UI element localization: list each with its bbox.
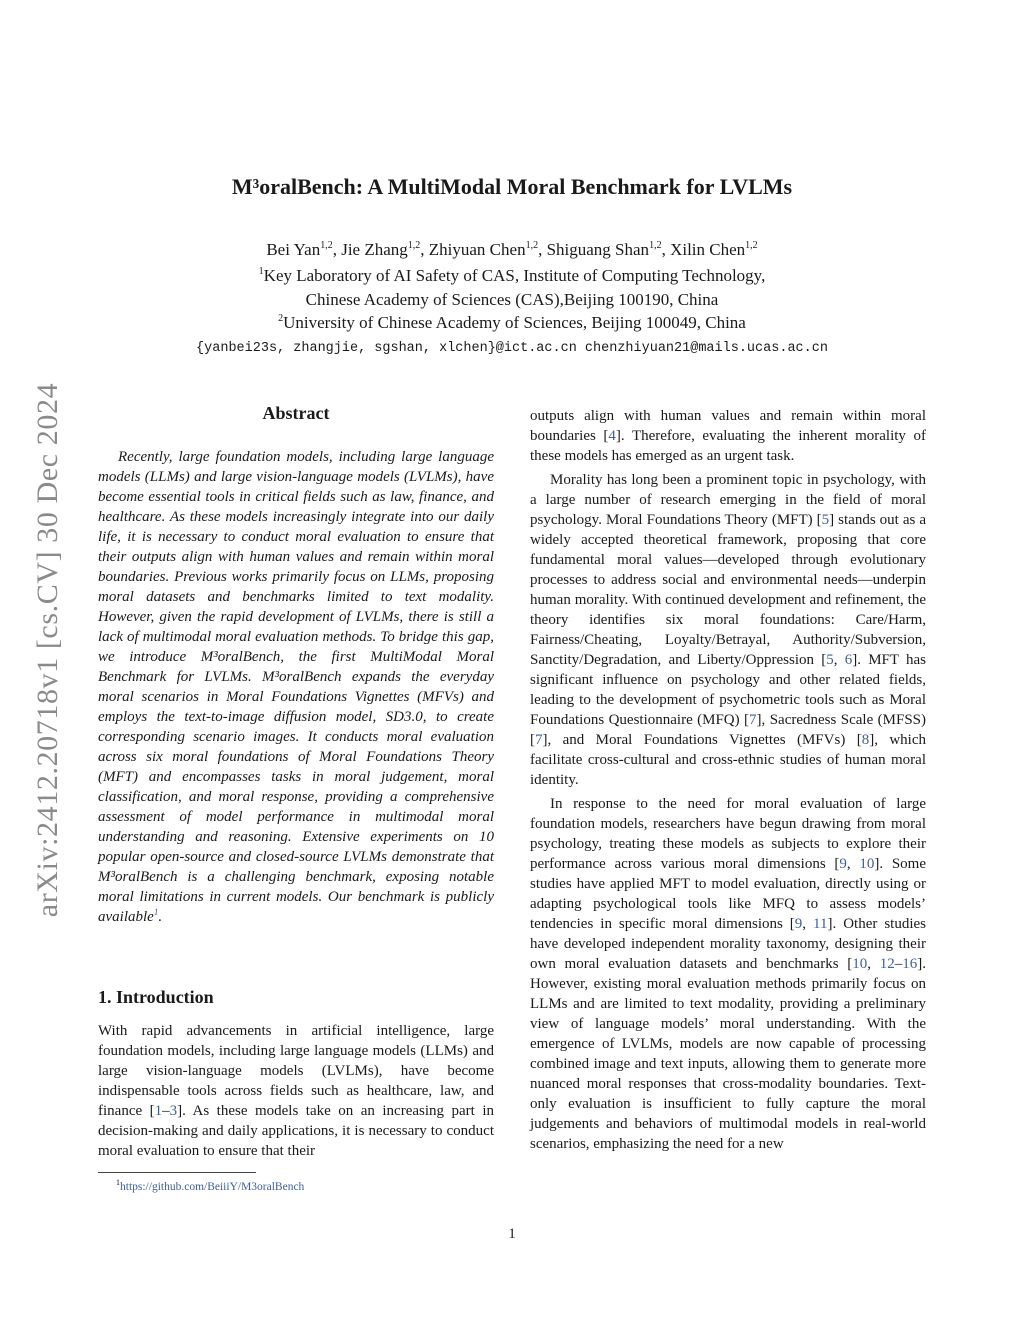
text-run: ], Sacredness Scale (MFSS) [ <box>530 712 926 748</box>
author: Zhiyuan Chen <box>428 240 526 259</box>
citation-link[interactable]: 7 <box>749 712 757 728</box>
citation-link[interactable]: 16 <box>902 956 918 972</box>
footnote-separator <box>98 1172 256 1173</box>
citation-link[interactable]: 12 <box>879 956 895 972</box>
citation-link[interactable]: 5 <box>821 512 830 528</box>
intro-paragraph <box>98 1021 494 1161</box>
author: Jie Zhang <box>341 240 408 259</box>
text-run: ]. Therefore, evaluating the inherent morality of these models has emerged as an urgent task. <box>530 428 927 464</box>
abstract-body <box>98 447 494 927</box>
author-affiliation: 1,2 <box>320 240 333 251</box>
text-run: Morality has long been a prominent topic in psychology, with a large number of research emerging in the field of moral psychology. Moral Foundations Theory (MFT) [ <box>530 472 926 528</box>
right-column <box>530 406 926 1158</box>
text-run: ] stands out as a widely accepted theoretical framework, proposing that core fundamental moral values—developed through evolutionary processes to address social and environmental needs—underpin human morality. With continued development and refinement, the theory identifies six moral foundations: Care/Harm, Fairness/Cheating, Loyalty/Betrayal, Authority/Subversion, Sanctity/Degradation, and Liberty/Oppression [ <box>530 512 927 668</box>
paragraph: Morality has long been a prominent topic in psychology, with a large number of research emerging in the field of moral psychology. Moral Foundations Theory (MFT) [5] stands out as a widely accepted theoretical framework, proposing that core fundamental moral values—developed through evolutionary processes to address social and environmental needs—underpin human morality. With continued development and refinement, the theory identifies six moral foundations: Care/Harm, Fairness/Cheating, Loyalty/Betrayal, Authority/Subversion, Sanctity/Degradation, and Liberty/Oppression [5, 6]. MFT has significant influence on psychology and other related fields, leading to the development of psychometric tools such as Moral Foundations Questionnaire (MFQ) [7], Sacredness Scale (MFSS) [7], and Moral Foundations Vignettes (MFVs) [8], which facilitate cross-cultural and cross-ethnic studies of human moral identity. <box>530 472 927 788</box>
separator: , <box>661 240 671 259</box>
abstract-text: Recently, large foundation models, including large language models (LLMs) and large vision-language models (LVLMs), have become essential tools in critical fields such as law, finance, and healthcare. As these models increasingly integrate into our daily life, it is necessary to conduct moral evaluation to ensure that their outputs align with human values and remain within moral boundaries. Previous works primarily focus on LLMs, proposing moral datasets and benchmarks limited to text modality. However, given the rapid development of LVLMs, there is still a lack of multimodal moral evaluation methods. To bridge this gap, we introduce M³oralBench, the first MultiModal Moral Benchmark for LVLMs. M³oralBench expands the everyday moral scenarios in Moral Foundations Vignettes (MFVs) and employs the text-to-image diffusion model, SD3.0, to create corresponding scenario images. It conducts moral evaluation across six moral foundations of Moral Foundations Theory (MFT) and encompasses tasks in moral judgement, moral classification, and moral response, providing a comprehensive assessment of model performance in multimodal moral understanding and reasoning. Extensive experiments on 10 popular open-source and closed-source LVLMs demonstrate that M³oralBench is a challenging benchmark, exposing notable moral limitations in current models. Our benchmark is publicly available <box>98 449 494 925</box>
affiliation-1-line-2: Chinese Academy of Sciences (CAS),Beijing 100190, China <box>305 290 719 309</box>
citation-link[interactable]: 3 <box>169 1103 178 1119</box>
footnote <box>116 1178 304 1193</box>
citation-link[interactable]: 1 <box>154 1103 163 1119</box>
author-affiliation: 1,2 <box>525 240 539 251</box>
affiliation-number: 2 <box>278 313 284 324</box>
text-run: ], and Moral Foundations Vignettes (MFVs) [ <box>542 732 862 748</box>
paragraph: In response to the need for moral evaluation of large foundation models, researchers have begun drawing from moral psychology, treating these models as subjects to explore their performance across various moral dimensions [9, 10]. Some studies have applied MFT to model evaluation, directly using or adapting psychological tools like MFQ to assess models’ tendencies in specific moral dimensions [9, 11]. Other studies have developed independent morality taxonomy, designing their own moral evaluation datasets and benchmarks [10, 12–16]. However, existing moral evaluation methods primarily focus on LLMs and are limited to text modality, providing a preliminary view of language models’ moral understanding. With the emergence of LVLMs, models are now capable of processing combined image and text inputs, allowing them to generate more nuanced moral responses that cross-modality boundaries. Text-only evaluation is insufficient to fully capture the moral judgements and behaviors of multimodal models in real-world scenarios, emphasizing the need for a new <box>530 796 927 1152</box>
footnote-url-link[interactable]: https://github.com/BeiiiY/M3oralBench <box>120 1180 305 1193</box>
text-run: ]. Some studies have applied MFT to model evaluation, directly using or adapting psychological tools like MFQ to assess models’ tendencies in specific moral dimensions [ <box>530 856 926 932</box>
text-run: In response to the need for moral evaluation of large foundation models, researchers have begun drawing from moral psychology, treating these models as subjects to explore their performance across various moral dimensions [ <box>530 796 926 872</box>
citation-link[interactable]: 9 <box>794 916 803 932</box>
footnote-number: 1 <box>116 1178 120 1187</box>
text-run: outputs align with human values and remain within moral boundaries [ <box>530 408 926 444</box>
footnote-mark[interactable]: 1 <box>153 907 159 917</box>
separator: , <box>420 240 429 259</box>
author-affiliation: 1,2 <box>407 240 421 251</box>
separator: , <box>332 240 342 259</box>
citation-link[interactable]: 10 <box>852 956 868 972</box>
affiliation-2 <box>0 313 1024 333</box>
citation-link[interactable]: 8 <box>861 732 870 748</box>
author: Shiguang Shan <box>546 240 650 259</box>
paragraph <box>530 406 926 466</box>
author: Xilin Chen <box>670 240 746 259</box>
affiliation-number: 1 <box>258 266 264 277</box>
text-run: With rapid advancements in artificial intelligence, large foundation models, including large language models (LLMs) and large vision-language models (LVLMs), have become indispensable tools across fields such as healthcare, law, and finance [ <box>98 1023 494 1119</box>
citation-link[interactable]: 5 <box>826 652 834 668</box>
text-run: ]. As these models take on an increasing part in decision-making and daily applications, it is necessary to conduct moral evaluation to ensure that their <box>98 1103 494 1159</box>
arxiv-stamp: arXiv:2412.20718v1 [cs.CV] 30 Dec 2024 <box>31 382 64 918</box>
author-affiliation: 1,2 <box>745 240 758 251</box>
citation-link[interactable]: 10 <box>859 856 875 872</box>
author: Bei Yan <box>266 240 321 259</box>
citation-link[interactable]: 4 <box>608 428 616 444</box>
citation-link[interactable]: 6 <box>844 652 853 668</box>
citation-link[interactable]: 11 <box>813 916 828 932</box>
affiliation-text: Key Laboratory of AI Safety of CAS, Institute of Computing Technology, <box>263 266 766 285</box>
affiliation-text: University of Chinese Academy of Sciences, Beijing 100049, China <box>283 313 746 332</box>
citation-link[interactable]: 7 <box>535 732 543 748</box>
affiliation-1 <box>0 266 1024 286</box>
text-run: ], which facilitate cross-cultural and cross-ethnic studies of human moral identity. <box>530 732 926 788</box>
author-list <box>0 240 1024 260</box>
section-heading-introduction: 1. Introduction <box>98 987 214 1007</box>
text-run: – <box>162 1103 170 1119</box>
paper-title: M³oralBench: A MultiModal Moral Benchmark for LVLMs <box>231 174 793 199</box>
author-affiliation: 1,2 <box>649 240 662 251</box>
separator: , <box>538 240 547 259</box>
abstract-heading: Abstract <box>262 403 330 423</box>
page-number: 1 <box>508 1226 516 1242</box>
citation-link[interactable]: 9 <box>839 856 847 872</box>
abstract-end: . <box>158 909 163 925</box>
text-run: ]. However, existing moral evaluation methods primarily focus on LLMs and are limited to text modality, providing a preliminary view of language models’ moral understanding. With the emergence of LVLMs, models are now capable of processing combined image and text inputs, allowing them to generate more nuanced moral responses that cross-modality boundaries. Text-only evaluation is insufficient to fully capture the moral judgements and behaviors of multimodal models in real-world scenarios, emphasizing the need for a new <box>530 956 927 1152</box>
text-run: ]. Other studies have developed independent morality taxonomy, designing their own moral evaluation datasets and benchmarks [ <box>530 916 926 972</box>
text-run: ]. MFT has significant influence on psychology and other related fields, leading to the development of psychometric tools such as Moral Foundations Questionnaire (MFQ) [ <box>530 652 927 728</box>
author-emails: {yanbei23s, zhangjie, sgshan, xlchen}@ict.ac.cn chenzhiyuan21@mails.ucas.ac.cn <box>196 341 828 356</box>
